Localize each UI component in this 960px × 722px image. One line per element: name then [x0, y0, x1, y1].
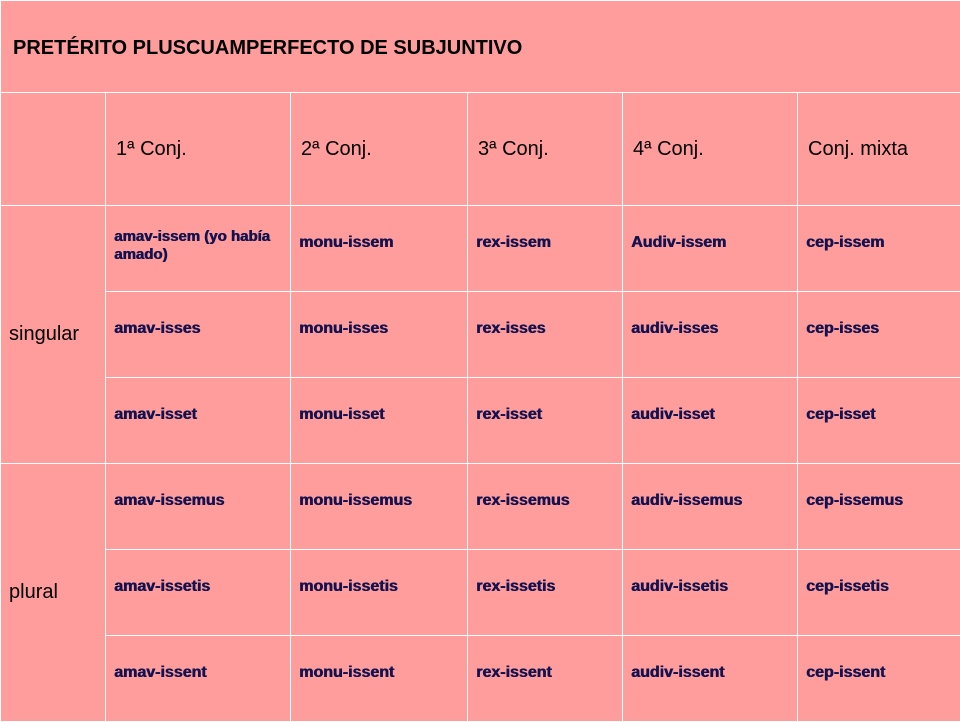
group-label-plural: plural	[1, 464, 106, 722]
title-row	[1, 1, 960, 93]
header-row	[1, 93, 960, 206]
table-title: PRETÉRITO PLUSCUAMPERFECTO DE SUBJUNTIVO	[1, 1, 960, 93]
form-cell: rex-isses	[468, 292, 623, 378]
form-cell: cep-isses	[798, 292, 960, 378]
form-cell: amav-issemus	[106, 464, 291, 550]
form-cell: cep-issent	[798, 636, 960, 722]
form-cell: rex-issetis	[468, 550, 623, 636]
form-cell: monu-issent	[291, 636, 468, 722]
form-cell: amav-issem (yo había amado)	[106, 206, 291, 292]
form-cell: rex-issem	[468, 206, 623, 292]
table-row	[1, 550, 960, 636]
header-cell-conj-mixta: Conj. mixta	[798, 93, 960, 206]
form-cell: amav-isses	[106, 292, 291, 378]
header-cell-empty	[1, 93, 106, 206]
form-cell: monu-issemus	[291, 464, 468, 550]
table-row	[1, 206, 960, 292]
header-cell-conj-1: 1ª Conj.	[106, 93, 291, 206]
form-cell: audiv-isses	[623, 292, 798, 378]
header-cell-conj-4: 4ª Conj.	[623, 93, 798, 206]
form-cell: amav-issent	[106, 636, 291, 722]
header-cell-conj-2: 2ª Conj.	[291, 93, 468, 206]
group-label-singular: singular	[1, 206, 106, 464]
form-cell: amav-issetis	[106, 550, 291, 636]
form-cell: audiv-isset	[623, 378, 798, 464]
header-cell-conj-3: 3ª Conj.	[468, 93, 623, 206]
form-cell: rex-issent	[468, 636, 623, 722]
form-cell: cep-isset	[798, 378, 960, 464]
table-row	[1, 292, 960, 378]
form-cell: monu-isses	[291, 292, 468, 378]
form-cell: monu-issetis	[291, 550, 468, 636]
form-cell: Audiv-issem	[623, 206, 798, 292]
form-cell: audiv-issetis	[623, 550, 798, 636]
form-cell: rex-issemus	[468, 464, 623, 550]
form-cell: cep-issemus	[798, 464, 960, 550]
form-cell: audiv-issent	[623, 636, 798, 722]
form-cell: monu-isset	[291, 378, 468, 464]
form-cell: monu-issem	[291, 206, 468, 292]
table-row	[1, 636, 960, 722]
form-cell: amav-isset	[106, 378, 291, 464]
form-cell: rex-isset	[468, 378, 623, 464]
table-row	[1, 464, 960, 550]
form-cell: audiv-issemus	[623, 464, 798, 550]
form-cell: cep-issetis	[798, 550, 960, 636]
form-cell: cep-issem	[798, 206, 960, 292]
table-row	[1, 378, 960, 464]
